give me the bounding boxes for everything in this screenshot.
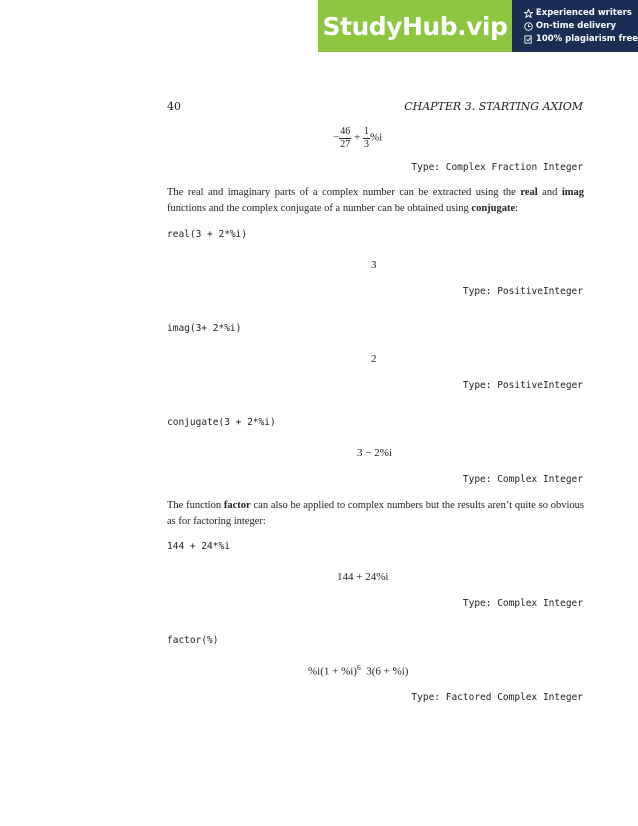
factor-base: %i(1 + %i) xyxy=(308,665,357,678)
type-label: Type: Complex Integer xyxy=(462,598,583,609)
factor-result xyxy=(308,663,408,678)
denominator: 27 xyxy=(340,138,351,150)
numerator: 46 xyxy=(340,126,351,137)
keyword: real xyxy=(520,187,538,198)
fraction-result xyxy=(333,126,382,150)
text: functions and the complex conjugate of a number can be obtained using xyxy=(167,203,472,214)
factor-rest: 3(6 + %i) xyxy=(366,665,409,678)
document-check-icon xyxy=(524,35,533,44)
plus-sign: + xyxy=(353,131,361,144)
paragraph xyxy=(167,185,584,217)
result-value: 3 − 2%i xyxy=(357,447,392,459)
type-label: Type: Complex Fraction Integer xyxy=(411,162,583,173)
page-number: 40 xyxy=(167,100,181,113)
star-icon xyxy=(524,9,533,18)
type-label: Type: Factored Complex Integer xyxy=(411,692,583,703)
banner-features xyxy=(512,0,638,52)
result-value: 144 + 24%i xyxy=(337,571,389,583)
banner-feature-text: 100% plagiarism free xyxy=(535,34,638,44)
imaginary-unit: %i xyxy=(369,131,383,144)
result-value: 3 xyxy=(371,259,377,271)
keyword: conjugate xyxy=(471,203,516,214)
exponent: 6 xyxy=(356,663,361,672)
banner-feature-text: On-time delivery xyxy=(535,21,616,31)
banner-logo: StudyHub.vip xyxy=(318,0,512,52)
banner-feature xyxy=(524,21,638,31)
clock-icon xyxy=(524,22,533,31)
denominator: 3 xyxy=(363,138,369,150)
keyword: factor xyxy=(223,500,251,511)
banner-feature-text: Experienced writers xyxy=(535,8,632,18)
fraction xyxy=(339,126,351,150)
command-input: conjugate(3 + 2*%i) xyxy=(167,417,276,428)
ad-banner[interactable] xyxy=(318,0,638,52)
keyword: imag xyxy=(561,187,584,198)
text: : xyxy=(515,203,519,214)
type-label: Type: PositiveInteger xyxy=(462,286,583,297)
numerator: 1 xyxy=(363,126,369,137)
text: and xyxy=(537,187,562,198)
minus-sign: − xyxy=(333,131,340,144)
result-value: 2 xyxy=(371,353,377,365)
banner-feature xyxy=(524,8,638,18)
command-input: imag(3+ 2*%i) xyxy=(167,323,242,334)
type-label: Type: Complex Integer xyxy=(462,474,583,485)
banner-feature xyxy=(524,34,638,44)
text: The function xyxy=(167,500,224,511)
paragraph xyxy=(167,498,584,530)
command-input: real(3 + 2*%i) xyxy=(167,229,248,240)
text: The real and imaginary parts of a complex number can be extracted using the xyxy=(167,187,521,198)
chapter-title: CHAPTER 3. STARTING AXIOM xyxy=(404,100,583,113)
type-label: Type: PositiveInteger xyxy=(462,380,583,391)
command-input: factor(%) xyxy=(167,635,219,646)
command-input: 144 + 24*%i xyxy=(167,541,230,552)
fraction xyxy=(363,126,370,150)
text: can also be applied to complex numbers but the results aren’t quite so obvious as for factoring integer: xyxy=(167,500,584,527)
